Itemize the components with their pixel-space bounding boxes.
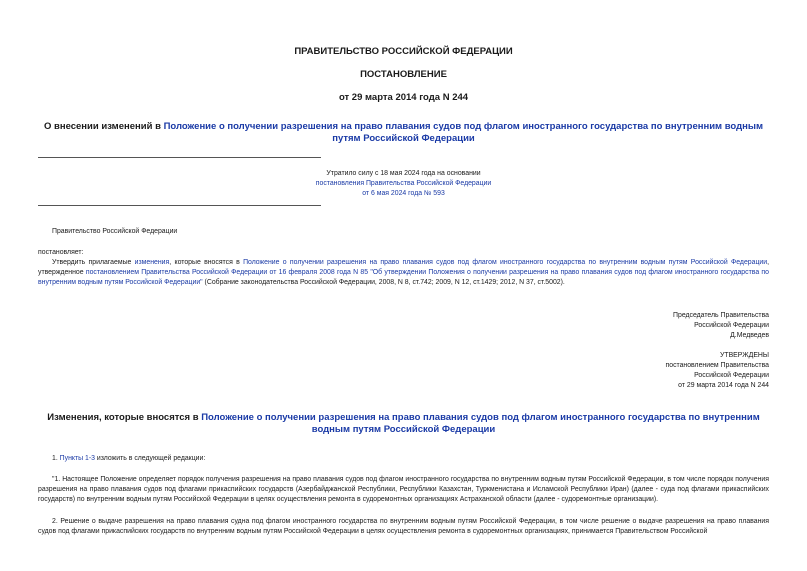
document-title	[40, 121, 767, 145]
p1-text-c: , утвержденное	[38, 259, 770, 276]
divider-bottom	[38, 205, 321, 206]
status-note-line1: Утратило силу с 18 мая 2024 года на основании	[326, 170, 481, 177]
doc-date-number: от 29 марта 2014 года N 244	[338, 92, 469, 103]
changes-link[interactable]: изменения	[134, 259, 170, 266]
item1-text: изложить в следующей редакции:	[94, 455, 206, 462]
signature-block	[673, 311, 769, 341]
item1-number: 1.	[52, 455, 60, 462]
p1-text-b: , которые вносятся в	[169, 259, 244, 266]
approved-line2: постановлением Правительства	[665, 362, 769, 369]
title-link[interactable]: Положение о получении разрешения на право плавания судов под флагом иностранного государства по внутренним водным путям Российской Федерации	[163, 121, 764, 144]
changes-title	[40, 412, 767, 436]
p1-text-d: (Собрание законодательства Российской Федерации, 2008, N 8, ст.742; 2009, N 12, ст.1429; 2012, N 37, ст.5002).	[202, 279, 565, 286]
title-prefix: О внесении изменений в	[43, 121, 164, 132]
signature-line1: Председатель Правительства	[673, 312, 769, 319]
quote-point-1: "1. Настоящее Положение определяет порядок получения разрешения на право плавания судов под флагом иностранного государства по внутренним водным путям Российской Федерации, в том числе порядок получения разрешения на право плавания судов под флагами прикаспийских государств (Азербайджанской Республики, Республики Казахстан, Туркменистана и Исламской Республики Иран) (далее - суда под флагами прикаспийских государств) по внутренним водным путям Российской Федерации в целях осуществления ремонта в судоремонтных организациях Астраханской области (далее - судоремонтные организации).	[38, 476, 769, 503]
government-heading: ПРАВИТЕЛЬСТВО РОССИЙСКОЙ ФЕДЕРАЦИИ	[294, 46, 513, 57]
signature-line3: Д.Медведев	[730, 332, 769, 339]
change-item-1	[38, 454, 769, 464]
status-note-date-link[interactable]: от 6 мая 2024 года № 593	[362, 190, 445, 197]
changes-title-link[interactable]: Положение о получении разрешения на право плавания судов под флагом иностранного государства по внутренним водным путям Российской Федерации	[201, 412, 760, 435]
signature-line2: Российской Федерации	[694, 322, 769, 329]
regulation-link[interactable]: Положение о получении разрешения на право плавания судов под флагом иностранного государства по внутренним водным путям Российской Федерации	[243, 259, 768, 266]
paragraph-1	[38, 258, 769, 288]
p1-text-a: Утвердить прилагаемые	[52, 259, 135, 266]
issuer-text: Правительство Российской Федерации	[52, 228, 178, 235]
quote-point-2: 2. Решение о выдаче разрешения на право плавания судна под флагом иностранного государства по внутренним водным путям Российской Федерации, в том числе решение о выдаче разрешения на право плавания судов под флагами прикаспийских государств по внутренним водным путям Российской Федерации в целях осуществления ремонта в судоремонтных организациях, принимается Правительством Российской	[38, 518, 769, 535]
doc-type-heading: ПОСТАНОВЛЕНИЕ	[360, 69, 447, 80]
divider-top	[38, 157, 321, 158]
status-note	[0, 169, 807, 199]
decrees-text: постановляет:	[38, 249, 84, 256]
approved-line3: Российской Федерации	[694, 372, 769, 379]
changes-title-prefix: Изменения, которые вносятся в	[47, 412, 202, 423]
approved-line4: от 29 марта 2014 года N 244	[678, 382, 769, 389]
decree-85-link[interactable]: постановлением Правительства Российской Федерации от 16 февраля 2008 года N 85 "Об утверждении Положения о получении разрешения на право плавания судов под флагом иностранного государства по внутренним водным путям Российской Федерации"	[38, 269, 769, 286]
approved-block	[666, 351, 770, 391]
approved-line1: УТВЕРЖДЕНЫ	[720, 352, 769, 359]
points-1-3-link[interactable]: Пункты 1-3	[59, 455, 95, 462]
status-note-decree-link[interactable]: постановления Правительства Российской Федерации	[315, 180, 492, 187]
